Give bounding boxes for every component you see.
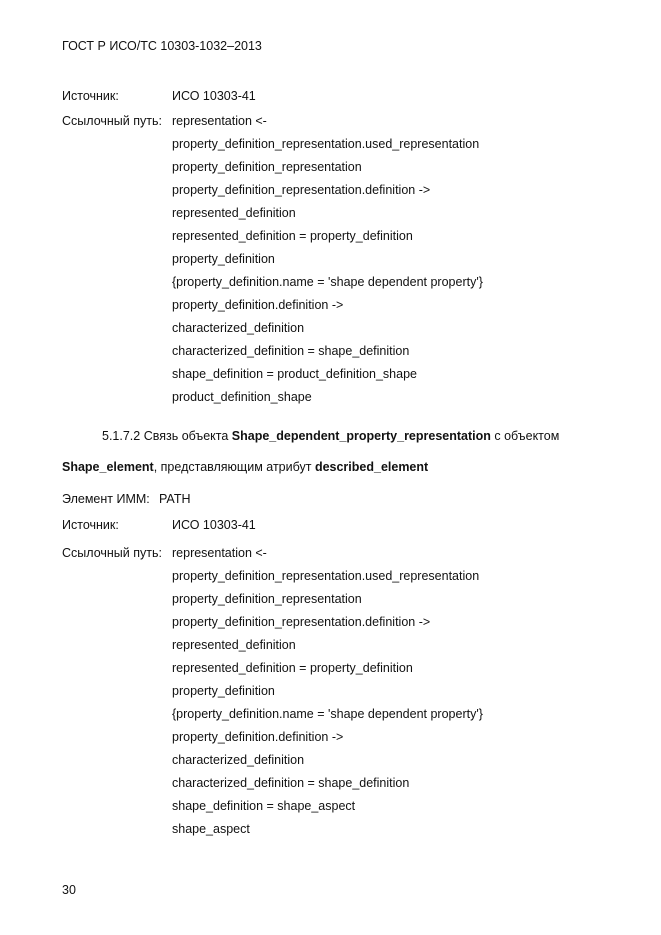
reference-path-line: characterized_definition (172, 321, 305, 335)
reference-path-line: property_definition.definition -> (172, 298, 344, 312)
standard-title: ГОСТ Р ИСО/ТС 10303-1032–2013 (62, 39, 262, 53)
reference-path-line: {property_definition.name = 'shape dependent property'} (172, 275, 483, 289)
reference-path-line: property_definition (172, 684, 275, 698)
section-number-prefix: 5.1.7.2 Связь объекта (102, 429, 232, 443)
section-mid-text: , представляющим атрибут (153, 460, 315, 474)
reference-path-line: shape_definition = product_definition_shape (172, 367, 417, 381)
section-heading-line-1 (102, 429, 559, 444)
reference-path-line: representation <- (172, 546, 267, 560)
reference-path-line: product_definition_shape (172, 390, 312, 404)
section-mid-text: с объектом (490, 429, 560, 443)
reference-path-line: property_definition (172, 252, 275, 266)
reference-path-line: represented_definition (172, 206, 296, 220)
source-value: ИСО 10303-41 (172, 89, 256, 103)
element-value: PATH (159, 492, 191, 506)
section-heading-line-2 (62, 460, 428, 475)
attribute-name: described_element (314, 460, 429, 474)
reference-path-line: property_definition_representation.used_representation (172, 137, 480, 151)
source-label: Источник: (62, 89, 119, 103)
element-label: Элемент ИММ: (62, 492, 150, 506)
reference-path-line: {property_definition.name = 'shape dependent property'} (172, 707, 483, 721)
reference-path-line: property_definition_representation.definition -> (172, 183, 431, 197)
reference-path-line: characterized_definition = shape_definition (172, 344, 410, 358)
reference-path-line: shape_definition = shape_aspect (172, 799, 356, 813)
reference-path-label: Ссылочный путь: (62, 546, 162, 560)
reference-path-line: property_definition_representation.used_representation (172, 569, 480, 583)
reference-path-line: property_definition_representation (172, 160, 362, 174)
entity-name: Shape_element (62, 460, 154, 474)
source-value: ИСО 10303-41 (172, 518, 256, 532)
reference-path-line: represented_definition = property_definition (172, 661, 413, 675)
reference-path-label: Ссылочный путь: (62, 114, 162, 128)
entity-name: Shape_dependent_property_representation (231, 429, 491, 443)
reference-path-line: characterized_definition = shape_definition (172, 776, 410, 790)
reference-path-line: characterized_definition (172, 753, 305, 767)
reference-path-line: representation <- (172, 114, 267, 128)
reference-path-line: shape_aspect (172, 822, 250, 836)
reference-path-line: represented_definition = property_definition (172, 229, 413, 243)
source-label: Источник: (62, 518, 119, 532)
page-number: 30 (62, 883, 76, 897)
reference-path-line: property_definition_representation.definition -> (172, 615, 431, 629)
reference-path-line: property_definition_representation (172, 592, 362, 606)
reference-path-line: property_definition.definition -> (172, 730, 344, 744)
reference-path-line: represented_definition (172, 638, 296, 652)
